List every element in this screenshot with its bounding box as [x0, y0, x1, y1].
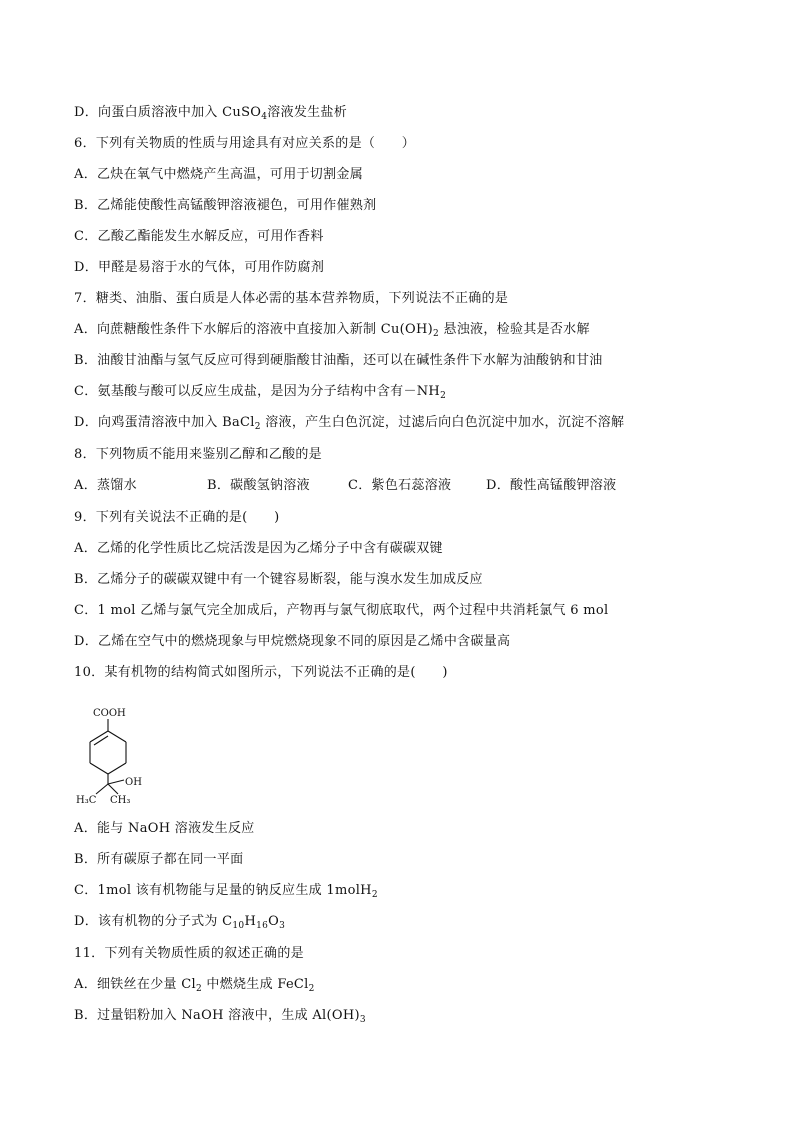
q9-stem: 9．下列有关说法不正确的是( ): [74, 510, 280, 525]
q10-option-b: B．所有碳原子都在同一平面: [74, 852, 244, 867]
q8-option-b: B．碳酸氢钠溶液: [207, 478, 310, 493]
q10-stem: 10．某有机物的结构简式如图所示，下列说法不正确的是( ): [74, 665, 448, 680]
q10-option-c: C．1mol 该有机物能与足量的钠反应生成 1molH$_2$: [74, 883, 378, 900]
q9-option-d: D．乙烯在空气中的燃烧现象与甲烷燃烧现象不同的原因是乙烯中含碳量高: [74, 634, 511, 649]
q9-option-c: C．1 mol 乙烯与氯气完全加成后，产物再与氯气彻底取代，两个过程中共消耗氯气 6 mol: [74, 603, 609, 618]
q11-option-b: B．过量铝粉加入 NaOH 溶液中，生成 $Al(OH)_3$: [74, 1008, 366, 1025]
q11-stem: 11．下列有关物质性质的叙述正确的是: [74, 946, 304, 961]
ch3-label: CH₃: [110, 795, 131, 806]
q8-option-d: D．酸性高锰酸钾溶液: [486, 478, 617, 493]
cooh-label: COOH: [93, 708, 126, 719]
q7-option-d: D．向鸡蛋清溶液中加入 BaCl$_2$ 溶液，产生白色沉淀，过滤后向白色沉淀中加水，沉淀不溶解: [74, 415, 625, 432]
h3c-label: H₃C: [76, 795, 97, 806]
q10-option-a: A．能与 NaOH 溶液发生反应: [74, 821, 255, 836]
q8-stem: 8．下列物质不能用来鉴别乙醇和乙酸的是: [74, 447, 322, 462]
q10-option-d: D．该有机物的分子式为 $C_{10}H_{16}O_3$: [74, 914, 286, 931]
q6-option-b: B．乙烯能使酸性高锰酸钾溶液褪色，可用作催熟剂: [74, 198, 377, 213]
q9-option-b: B．乙烯分子的碳碳双键中有一个键容易断裂，能与溴水发生加成反应: [74, 572, 483, 587]
q6-stem: 6．下列有关物质的性质与用途具有对应关系的是（ ）: [74, 136, 416, 151]
q6-option-a: A．乙炔在氧气中燃烧产生高温，可用于切割金属: [74, 167, 363, 182]
q7-stem: 7．糖类、油脂、蛋白质是人体必需的基本营养物质，下列说法不正确的是: [74, 291, 509, 306]
q6-option-c: C．乙酸乙酯能发生水解反应，可用作香料: [74, 229, 324, 244]
q8-options: [74, 476, 616, 496]
q8-option-c: C．紫色石蕊溶液: [348, 478, 452, 493]
q7-option-a: A．向蔗糖酸性条件下水解后的溶液中直接加入新制 $Cu(OH)_2$ 悬浊液，检验其是否水解: [74, 322, 590, 339]
q8-option-a: A．蒸馏水: [74, 478, 137, 493]
q11-option-a: A．细铁丝在少量 $Cl_2$ 中燃烧生成 FeCl$_2$: [74, 977, 315, 994]
q7-option-b: B．油酸甘油酯与氢气反应可得到硬脂酸甘油酯，还可以在碱性条件下水解为油酸钠和甘油: [74, 353, 603, 368]
oh-label: OH: [125, 777, 142, 788]
q5-option-d: D．向蛋白质溶液中加入 CuSO$_4$溶液发生盐析: [74, 105, 348, 122]
q9-option-a: A．乙烯的化学性质比乙烷活泼是因为乙烯分子中含有碳碳双键: [74, 541, 443, 556]
q6-option-d: D．甲醛是易溶于水的气体，可用作防腐剂: [74, 260, 325, 275]
structural-formula: [74, 700, 164, 812]
q7-option-c: C．氨基酸与酸可以反应生成盐，是因为分子结构中含有$-NH_2$: [74, 384, 447, 401]
